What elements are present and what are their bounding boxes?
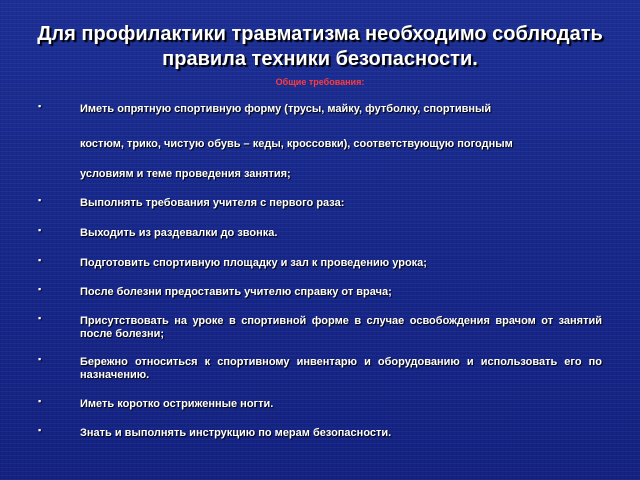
list-item: После болезни предоставить учителю справку от врача;: [80, 286, 392, 298]
bullet-icon: ▪: [38, 396, 42, 406]
slide-title-line-2: правила техники безопасности.: [162, 48, 478, 70]
slide-subtitle: Общие требования:: [275, 77, 365, 87]
slide-title: [10, 22, 630, 72]
bullet-icon: ▪: [38, 195, 42, 205]
bullet-icon: ▪: [38, 225, 42, 235]
bullet-icon: ▪: [38, 354, 42, 364]
list-item: Подготовить спортивную площадку и зал к проведению урока;: [80, 257, 427, 269]
list-item: Присутствовать на уроке в спортивной форме в случае освобождения врачом от занятий после болезни;: [80, 315, 602, 340]
bullet-icon: ▪: [38, 425, 42, 435]
list-item: Иметь коротко остриженные ногти.: [80, 398, 274, 410]
slide-title-line-1: Для профилактики травматизма необходимо соблюдать: [37, 23, 603, 45]
bullet-icon: ▪: [38, 255, 42, 265]
list-item: Выполнять требования учителя с первого раза:: [80, 197, 345, 209]
list-item-line: условиям и теме проведения занятия;: [80, 168, 291, 180]
list-item: Бережно относиться к спортивному инвентарю и оборудованию и использовать его по назначению.: [80, 356, 602, 381]
bullet-icon: ▪: [38, 284, 42, 294]
list-item-line: Иметь опрятную спортивную форму (трусы, майку, футболку, спортивный: [80, 103, 492, 115]
bullet-icon: ▪: [38, 101, 42, 111]
list-item: Знать и выполнять инструкцию по мерам безопасности.: [80, 427, 392, 439]
list-item: Выходить из раздевалки до звонка.: [80, 227, 278, 239]
bullet-icon: ▪: [38, 313, 42, 323]
list-item-line: костюм, трико, чистую обувь – кеды, кроссовки), соответствующую погодным: [80, 138, 513, 150]
